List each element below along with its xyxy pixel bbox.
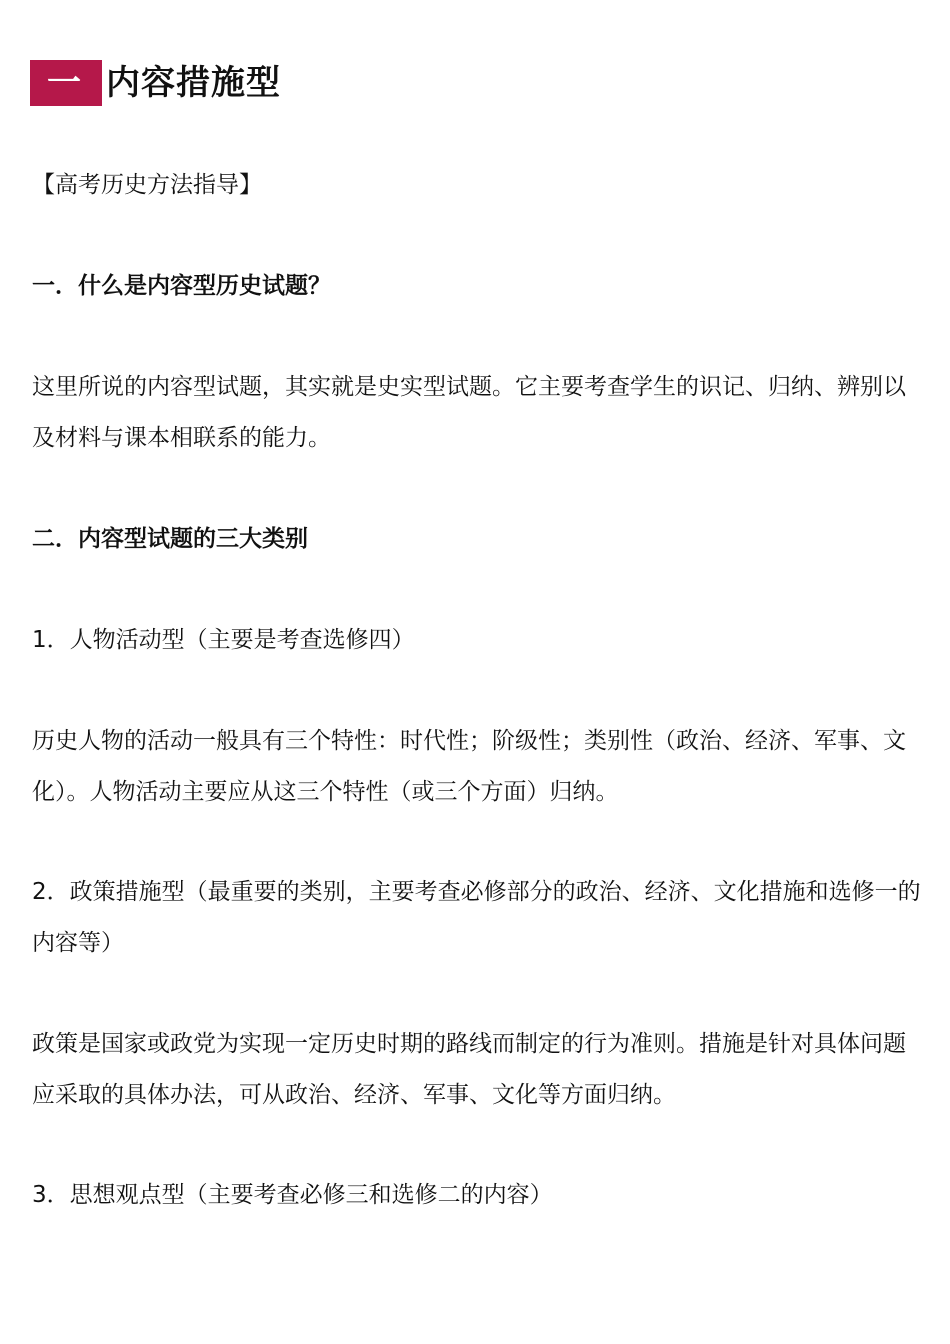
page-title: 内容措施型	[106, 63, 281, 103]
heading-section-1: 一．什么是内容型历史试题？	[32, 273, 331, 299]
subtitle: 【高考历史方法指导】	[32, 172, 262, 198]
item-2-title: 2．政策措施型（最重要的类别，主要考查必修部分的政治、经济、文化措施和选修一的内容等）	[32, 879, 921, 956]
item-2-body: 政策是国家或政党为实现一定历史时期的路线而制定的行为准则。措施是针对具体问题应采取的具体办法，可从政治、经济、军事、文化等方面归纳。	[32, 1031, 906, 1108]
section-title	[30, 60, 281, 106]
item-1-title: 1．人物活动型（主要是考查选修四）	[32, 627, 415, 653]
item-1-body: 历史人物的活动一般具有三个特性：时代性；阶级性；类别性（政治、经济、军事、文化）。人物活动主要应从这三个特性（或三个方面）归纳。	[32, 728, 906, 805]
title-badge: 一	[30, 60, 98, 106]
title-accent-bar	[98, 60, 102, 106]
paragraph-section-1: 这里所说的内容型试题，其实就是史实型试题。它主要考查学生的识记、归纳、辨别以及材料与课本相联系的能力。	[32, 374, 906, 451]
item-3-title: 3．思想观点型（主要考查必修三和选修二的内容）	[32, 1182, 553, 1208]
heading-section-2: 二．内容型试题的三大类别	[32, 526, 308, 552]
